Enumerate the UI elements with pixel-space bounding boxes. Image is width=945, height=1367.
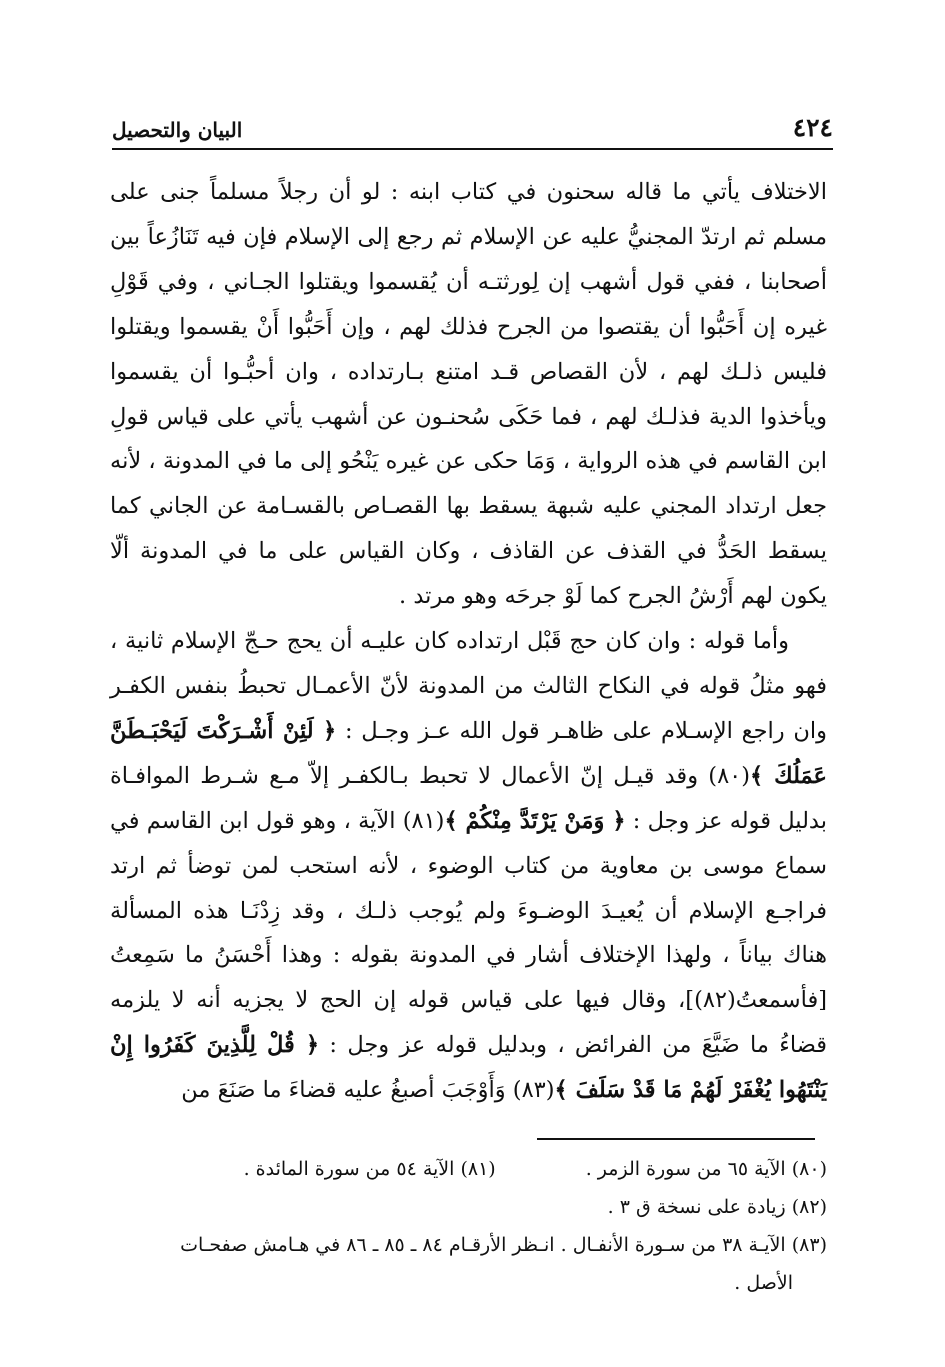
text-segment: (٨٣) وَأَوْجَبَ أصبغُ عليه قضاءَ ما صَنَعَ من	[181, 1077, 555, 1104]
paragraph-1: الاختلاف يأتي ما قاله سحنون في كتاب ابنه : لو أن رجلاً مسلماً جنى على مسلم ثم ارتدّ المجنيُّ عليه عن الإسلام ثم رجع إلى الإسلام فإن فيه تَنَازُعاً بين أصحابنا ، ففي قول أشهب إن لِورثتـه أن يُقسموا ويقتلوا الجـاني ، وفي قَوْلِ غيره إن أَحَبُّوا أن يقتصوا من الجرح فذلك لهم ، وإن أَحَبُّوا أَنْ يقسموا ويقتلوا فليس ذلـك لهم ، لأن القصاص قـد امتنع بـارتداده ، وان أحبُّـوا أن يقسموا ويأخذوا الدية فذلـك لهم ، فما حَكَى سُحنـون عن أشهب يأتي على قياس قولِ ابن القاسم في هذه الرواية ، وَمَا حكى عن غيره يَنْحُو إلى ما في المدونة ، لأنه جعل ارتداد المجني عليه شبهة يسقط بها القصـاص بالقسـامة عن الجاني كما يسقط الحَدُّ في القذف عن القاذف ، وكان القياس على ما في المدونة ألّا يكون لهم أَرْشُ الجرح كما لَوْ جرحَه وهو مرتد .	[110, 179, 827, 610]
footnote-83-continued: الأصل .	[734, 1272, 793, 1294]
footnotes	[110, 1150, 827, 1302]
footnote-80: (٨٠) الآية ٦٥ من سورة الزمر .	[585, 1158, 827, 1180]
quran-verse: ﴿ قُلْ لِلَّذِينَ كَفَرُوا إِنْ يَنْتَهُوا يُغْفَرْ لَهُمْ مَا قَدْ سَلَفَ ﴾	[110, 1032, 827, 1104]
footnote-81: (٨١) الآية ٥٤ من سورة المائدة .	[243, 1158, 496, 1180]
text-segment: وأما قوله : وان كان حج قَبْل ارتداده كان عليـه أن يحج حـجّ الإسلام ثانية ، فهو مثلُ قوله في النكاح الثالث من المدونة لأنّ الأعمـال تحبطُ بنفس الكفـر وان راجع الإسـلام على ظاهـر قول الله عـز وجـل :	[110, 628, 827, 744]
footnote-separator	[537, 1138, 815, 1140]
text-segment: (٨٠) وقد قيـل إنّ الأعمال لا تحبط بـالكفـر إلاّ مـع شـرط الموافـاة بدليل قوله عز وجل :	[110, 762, 827, 834]
footnote-row	[110, 1150, 827, 1188]
quran-verse: ﴿ لَئِنْ أَشْـرَكْتَ لَيَحْبَـطَنَّ عَمَلُكَ ﴾	[110, 717, 827, 789]
running-title: البيان والتحصيل	[112, 118, 243, 142]
paragraph-2	[110, 619, 827, 1113]
footnote-82: (٨٢) زيادة على نسخة ق ٣ .	[607, 1196, 827, 1218]
page-header	[112, 108, 833, 150]
page-number: ٤٢٤	[792, 113, 833, 142]
footnote-83: (٨٣) الآيـة ٣٨ من سـورة الأنفـال . انـظر الأرقـام ٨٤ ـ ٨٥ ـ ٨٦ في هـامش صفحـات	[180, 1234, 827, 1256]
quran-verse: ﴿ وَمَنْ يَرْتَدَّ مِنْكُمْ ﴾	[444, 807, 626, 834]
main-text	[110, 170, 827, 1113]
text-segment: (٨١) الآية ، وهو قول ابن القاسم في سماع موسى بن معاوية من كتاب الوضوء ، لأنه استحب لمن توضأ ثم ارتد فراجـع الإسلام أن يُعيـدَ الوضـوءَ ولم يُوجب ذلـك ، وقد زِدْنَـا هذه المسألة هناك بياناً ، ولهذا الإختلاف أشار في المدونة بقوله : وهذا أَحْسَنُ ما سَمِعتُ [فأسمعتُ(٨٢)]، وقال فيها على قياس قوله إن الحج لا يجزيه أنه لا يلزمه قضاءُ ما ضَيَّعَ من الفرائض ، وبدليل قوله عز وجل :	[110, 807, 827, 1059]
